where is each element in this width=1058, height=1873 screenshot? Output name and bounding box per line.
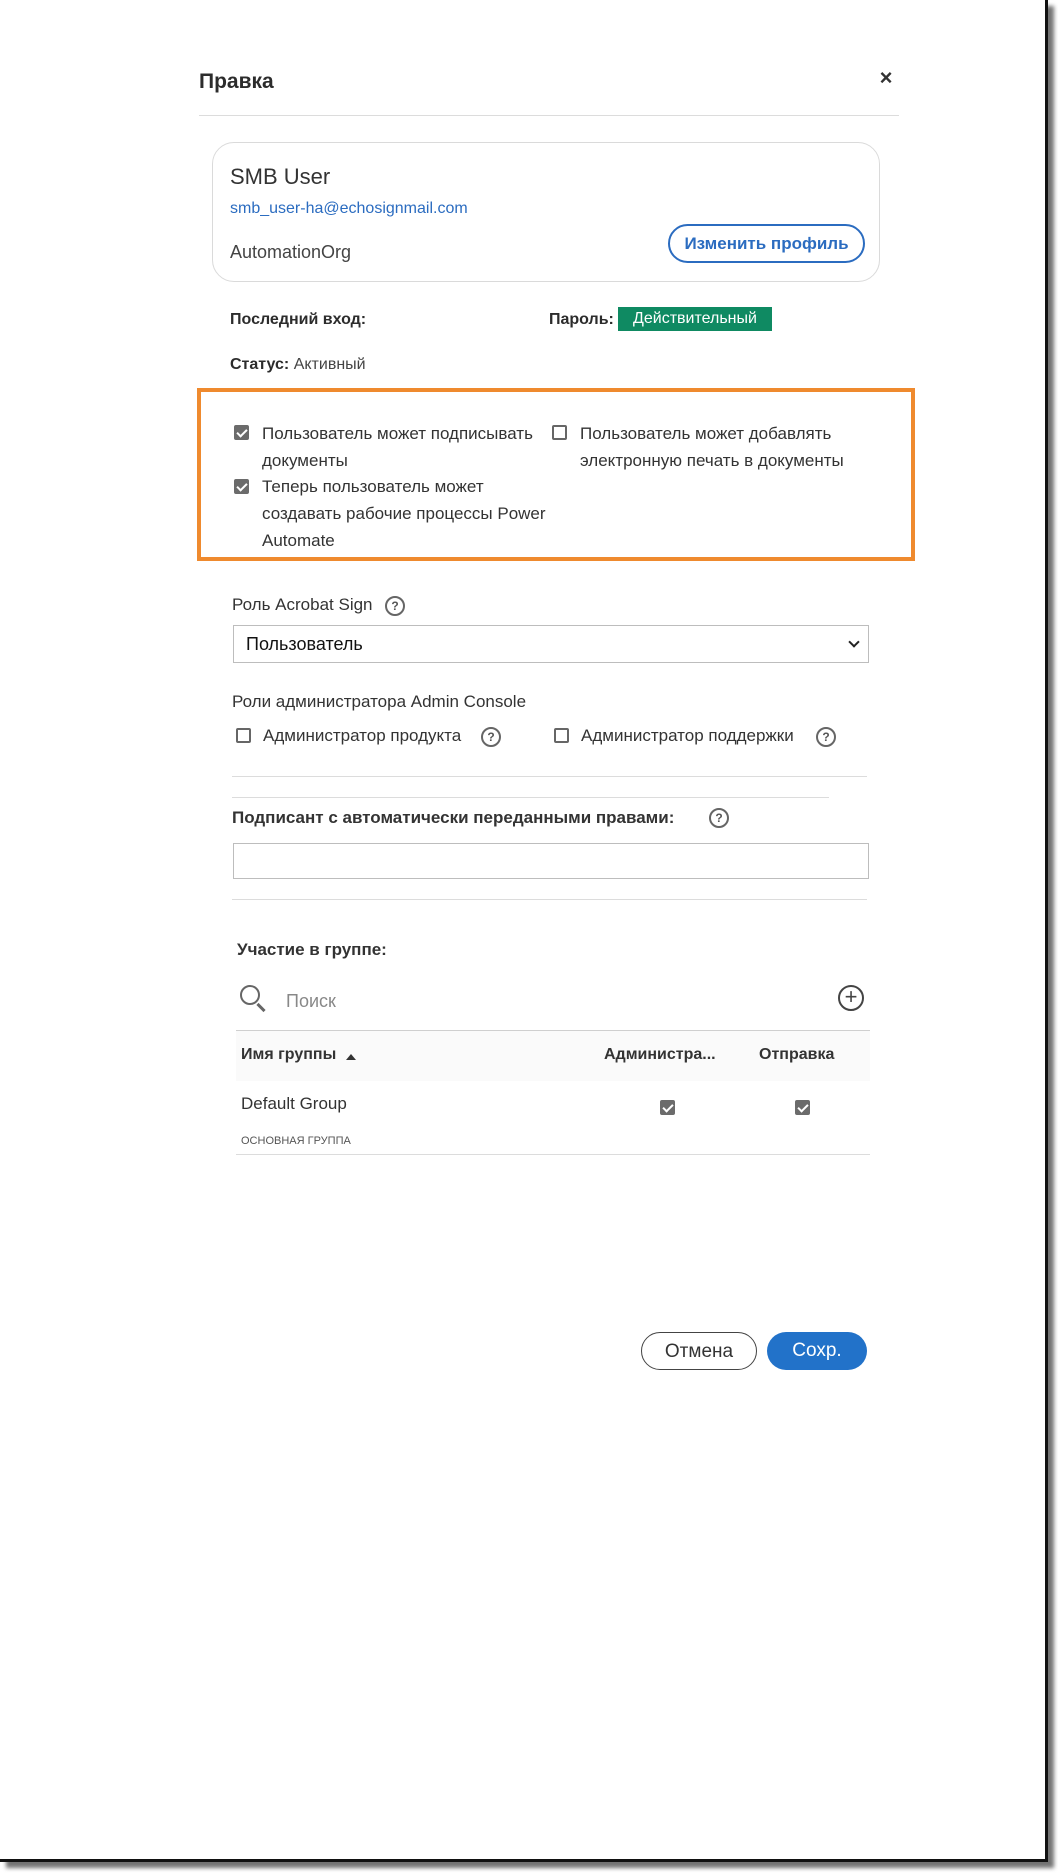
close-icon[interactable]: × — [879, 65, 893, 90]
status-row — [230, 356, 366, 374]
power-automate-checkbox[interactable] — [234, 479, 249, 494]
chevron-down-icon — [848, 636, 859, 647]
help-circle-icon[interactable]: ? — [816, 727, 836, 747]
support-admin-checkbox[interactable] — [554, 728, 569, 743]
can-sign-checkbox[interactable] — [234, 425, 249, 440]
role-label: Роль Acrobat Sign — [232, 595, 373, 614]
user-org: AutomationOrg — [230, 242, 352, 262]
search-icon — [240, 985, 270, 1015]
digital-seal-checkbox[interactable] — [552, 425, 567, 440]
save-button[interactable]: Сохр. — [767, 1332, 867, 1370]
status-value: Активный — [293, 356, 366, 373]
role-select[interactable] — [233, 625, 869, 663]
group-search-input[interactable]: Поиск — [286, 991, 336, 1011]
delegate-input[interactable] — [233, 843, 869, 879]
header-divider — [199, 115, 899, 116]
digital-seal-label-line: Пользователь может добавлять — [580, 424, 832, 443]
add-group-icon[interactable]: + — [838, 985, 864, 1011]
column-header-name[interactable]: Имя группы — [241, 1046, 337, 1063]
cancel-button[interactable]: Отмена — [641, 1332, 757, 1370]
password-status-badge: Действительный — [618, 307, 772, 331]
last-login-label: Последний вход: — [230, 311, 367, 328]
power-automate-label-line: Automate — [262, 531, 335, 550]
divider — [232, 899, 867, 900]
can-sign-label-line: Пользователь может подписывать — [262, 424, 533, 443]
can-sign-label — [262, 420, 533, 474]
help-circle-icon[interactable]: ? — [385, 596, 405, 616]
role-select-value: Пользователь — [246, 634, 363, 654]
groups-label: Участие в группе: — [237, 940, 387, 959]
support-admin-label: Администратор поддержки — [581, 726, 794, 745]
password-label: Пароль: — [549, 311, 614, 328]
dialog-title: Правка — [199, 70, 274, 93]
power-automate-label — [262, 473, 546, 554]
group-admin-checkbox[interactable] — [660, 1100, 675, 1115]
digital-seal-label-line: электронную печать в документы — [580, 451, 844, 470]
digital-seal-label — [580, 420, 844, 474]
sort-ascending-icon[interactable] — [346, 1054, 356, 1060]
group-primary-tag: ОСНОВНАЯ ГРУППА — [241, 1135, 351, 1147]
power-automate-label-line: создавать рабочие процессы Power — [262, 504, 546, 523]
delegate-label: Подписант с автоматически переданными правами: — [232, 808, 675, 827]
admin-roles-label: Роли администратора Admin Console — [232, 692, 527, 711]
power-automate-label-line: Теперь пользователь может — [262, 477, 484, 496]
column-header-admin[interactable]: Администра... — [604, 1046, 716, 1063]
can-sign-label-line: документы — [262, 451, 348, 470]
product-admin-label: Администратор продукта — [263, 726, 462, 745]
column-header-send[interactable]: Отправка — [759, 1046, 835, 1063]
help-circle-icon[interactable]: ? — [481, 727, 501, 747]
divider — [232, 776, 867, 777]
group-send-checkbox[interactable] — [795, 1100, 810, 1115]
user-email: smb_user-ha@echosignmail.com — [230, 200, 468, 217]
divider — [232, 797, 829, 798]
status-label: Статус: — [230, 356, 290, 373]
edit-profile-button[interactable]: Изменить профиль — [668, 224, 865, 263]
user-name: SMB User — [230, 164, 331, 189]
product-admin-checkbox[interactable] — [236, 728, 251, 743]
table-bottom-divider — [236, 1154, 870, 1155]
group-name: Default Group — [241, 1094, 347, 1113]
help-circle-icon[interactable]: ? — [709, 808, 729, 828]
